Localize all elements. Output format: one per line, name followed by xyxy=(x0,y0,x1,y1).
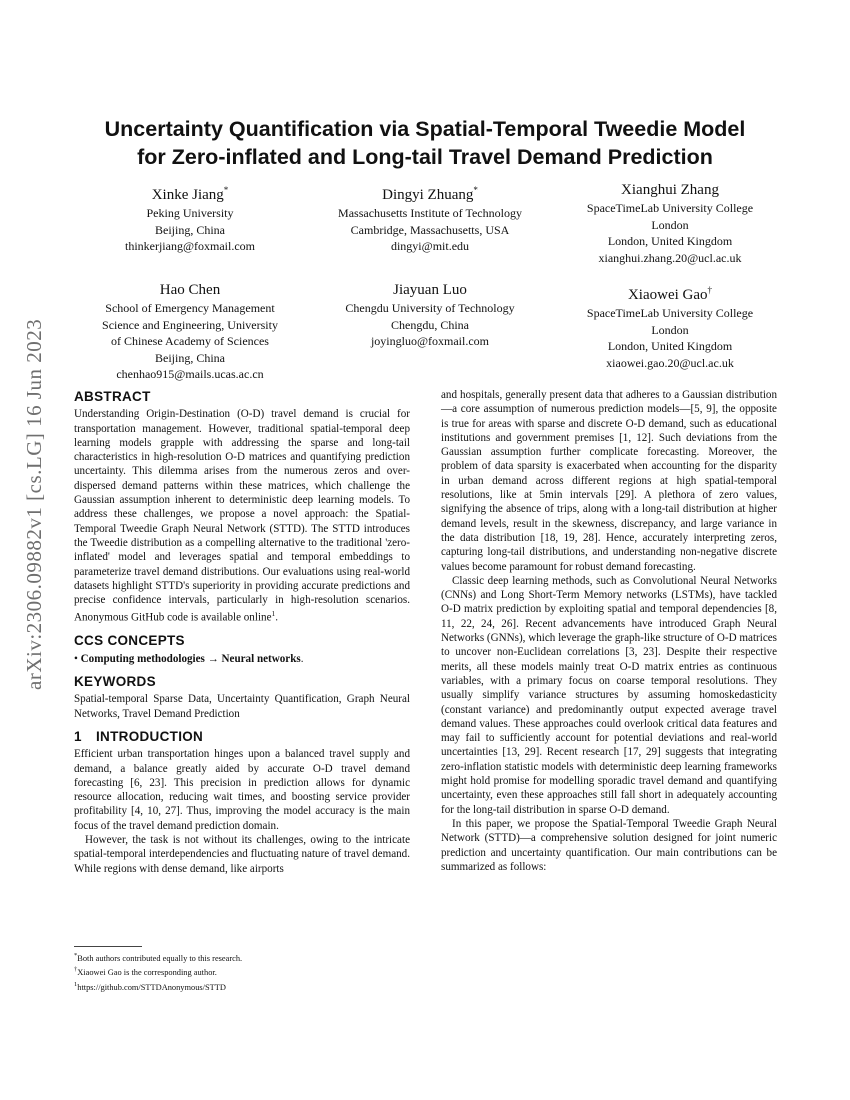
author-xiaowei-gao xyxy=(550,280,790,383)
author-block xyxy=(70,180,790,383)
equal-contribution-mark: * xyxy=(473,185,478,195)
bullet: • xyxy=(74,652,78,665)
title-line-2: for Zero-inflated and Long-tail Travel Demand Prediction xyxy=(137,145,713,169)
location: Cambridge, Massachusetts, USA xyxy=(350,222,510,237)
footnote-text: Xiaowei Gao is the corresponding author. xyxy=(77,968,217,978)
affiliation: London xyxy=(651,322,689,337)
footnotes xyxy=(74,946,410,993)
intro-paragraph-1: Efficient urban transportation hinges upon a balanced travel supply and demand, a balance greatly aided by accurate O-D travel demand forecasting [6, 23]. This precision in prediction allows for dynamic resource allocation, reducing wait times, and boosting service provider profitability [4, 10, 27]. Thus, improving the model accuracy is the main focus of the travel demand prediction domain. xyxy=(74,748,410,832)
abstract-end: . xyxy=(275,612,279,625)
footnote-text: Both authors contributed equally to this research. xyxy=(77,953,243,963)
right-column xyxy=(441,388,777,874)
equal-contribution-mark: * xyxy=(223,185,229,195)
ccs-heading: CCS CONCEPTS xyxy=(74,633,185,649)
footnote-link[interactable]: https://github.com/STTDAnonymous/STTD xyxy=(77,982,226,992)
introduction-heading xyxy=(74,730,410,744)
intro-paragraph-2: However, the task is not without its challenges, owing to the intricate spatial-temporal interdependencies and fluctuating nature of travel demand. While regions with dense demand, like airports xyxy=(74,834,410,875)
arxiv-identifier: arXiv:2306.09882v1 [cs.LG] 16 Jun 2023 xyxy=(22,318,46,690)
footnote-mark: * xyxy=(74,952,78,959)
author-name: Xianghui Zhang xyxy=(621,182,719,198)
corresponding-author-mark: † xyxy=(707,285,713,295)
email: chenhao915@mails.ucas.ac.cn xyxy=(116,367,264,381)
affiliation: Chengdu University of Technology xyxy=(345,301,515,315)
intro-paragraph-4: Classic deep learning methods, such as Convolutional Neural Networks (CNNs) and Long Short-Term Memory networks (LSTMs), have tackled O-D matrix prediction by exploiting spatial and temporal dependencies [8, 11, 22, 24, 26]. Recent advancements have introduced Graph Neural Networks (GNNs), which leverage the graph-like structure of O-D matrices to uncover non-Euclidean correlations [3, 23]. Despite their respective merits, all these models mainly treat O-D matrix entries as continuous variables, with a primary focus on coarse temporal resolutions. They usually simplify variance structures by assuming homoskedasticity (constant variance) and predominantly output expected average travel demand values. These approaches could overlook critical data features and may fail to sufficiently account for potential deviations and real-world uncertainties [13, 29]. Recent research [17, 29] suggests that integrating zero-inflation statistic models with deterministic deep learning frameworks might hold promise for modelling sporadic travel demand and quantifying uncertainty, even these approaches still fall short in adequately accounting for the long-tail distribution in sparse O-D demand. xyxy=(441,574,777,816)
author-xinke-jiang xyxy=(70,180,310,266)
email: joyingluo@foxmail.com xyxy=(370,334,490,348)
section-number: 1 xyxy=(74,728,82,744)
email: thinkerjiang@foxmail.com xyxy=(124,239,256,253)
author-name: Xinke Jiang xyxy=(151,187,224,203)
affiliation: London xyxy=(651,217,689,232)
footnote-2 xyxy=(74,964,410,978)
affiliation: Massachusetts Institute of Technology xyxy=(338,206,522,220)
affiliation: Peking University xyxy=(146,206,234,220)
location: London, United Kingdom xyxy=(607,234,733,248)
author-name: Jiayuan Luo xyxy=(393,282,467,298)
location: Beijing, China xyxy=(155,222,225,237)
paper-title xyxy=(0,115,850,171)
intro-paragraph-5: In this paper, we propose the Spatial-Temporal Tweedie Graph Neural Network (STTD)—a comprehensive solution designed for joint numeric prediction and uncertainty quantification. Our main contributions can be summarized as follows: xyxy=(441,817,777,873)
abstract-text xyxy=(74,407,410,625)
abstract-body: Understanding Origin-Destination (O-D) travel demand is crucial for transportation management. However, traditional spatial-temporal deep learning models grapple with addressing the sparse and long-tail characteristics in high-resolution O-D matrices and quantifying prediction uncertainty. This dilemma arises from the numerous zeros and over-dispersed demand patterns within these matrices, which challenge the Gaussian assumption inherent to deterministic deep learning models. To address these challenges, we propose a novel approach: the Spatial-Temporal Tweedie Graph Neural Network (STTD). The STTD introduces the Tweedie distribution as a compelling alternative to the traditional 'zero-inflated' model and leverages spatial and temporal embeddings to parameterize travel demand distributions. Our evaluations using real-world datasets highlight STTD's superiority in providing accurate predictions and precise confidence intervals, particularly in high-resolution scenarios. Anonymous GitHub code is available online xyxy=(74,408,410,625)
footnote-mark: 1 xyxy=(74,980,78,988)
affiliation: Science and Engineering, University xyxy=(102,317,278,332)
section-title: INTRODUCTION xyxy=(96,728,204,744)
location: Beijing, China xyxy=(155,350,225,365)
affiliation: SpaceTimeLab University College xyxy=(586,306,754,320)
author-name: Hao Chen xyxy=(159,282,221,298)
left-column xyxy=(74,390,410,876)
ccs-end: . xyxy=(300,652,304,665)
abstract-heading: ABSTRACT xyxy=(74,389,151,404)
footnote-rule xyxy=(74,946,142,947)
author-row-1 xyxy=(70,180,790,266)
email: xiaowei.gao.20@ucl.ac.uk xyxy=(606,355,734,370)
location: Chengdu, China xyxy=(391,317,469,332)
author-row-2 xyxy=(70,280,790,383)
title-line-1: Uncertainty Quantification via Spatial-Temporal Tweedie Model xyxy=(104,117,746,141)
affiliation: School of Emergency Management xyxy=(105,301,275,315)
author-xianghui-zhang xyxy=(550,180,790,266)
email: dingyi@mit.edu xyxy=(390,239,470,253)
location: London, United Kingdom xyxy=(607,339,733,353)
keywords-heading: KEYWORDS xyxy=(74,674,156,690)
ccs-concept: Computing methodologies → Neural networks xyxy=(80,652,301,665)
author-name: Xiaowei Gao xyxy=(627,287,708,303)
author-dingyi-zhuang xyxy=(310,180,550,266)
footnote-ref: 1 xyxy=(271,609,276,619)
author-name: Dingyi Zhuang xyxy=(382,187,474,203)
ccs-concepts xyxy=(74,652,410,666)
intro-paragraph-3: and hospitals, generally present data that adheres to a Gaussian distribution—a core assumption of numerous prediction models—[5, 9], the opposite is true for areas with sparse and discrete O-D demand, such as educational institutions and government premises [1, 12]. Such deviations from the Gaussian assumption further complicate forecasting. Moreover, the problem of data sparsity is exacerbated when accounting for the disparity in urban demand across different regions at high spatial-temporal resolutions, like at 5min intervals [29]. A plethora of zero values, signifying the absence of trips, along with a long-tail distribution at higher demand levels, result in the skewness, discrepancy, and large variance in the data distribution [18, 19, 28]. Hence, accurately interpreting zeros, capturing long-tail distributions, and understanding non-negative discrete values become paramount for robust demand forecasting. xyxy=(441,389,777,573)
footnote-3 xyxy=(74,979,410,993)
footnote-mark: † xyxy=(74,966,78,974)
author-jiayuan-luo xyxy=(310,280,550,383)
email: xianghui.zhang.20@ucl.ac.uk xyxy=(598,250,742,265)
affiliation: of Chinese Academy of Sciences xyxy=(111,334,269,348)
author-hao-chen xyxy=(70,280,310,383)
affiliation: SpaceTimeLab University College xyxy=(586,201,754,215)
keywords-text: Spatial-temporal Sparse Data, Uncertainty Quantification, Graph Neural Networks, Travel Demand Prediction xyxy=(74,693,410,720)
footnote-1 xyxy=(74,950,410,964)
